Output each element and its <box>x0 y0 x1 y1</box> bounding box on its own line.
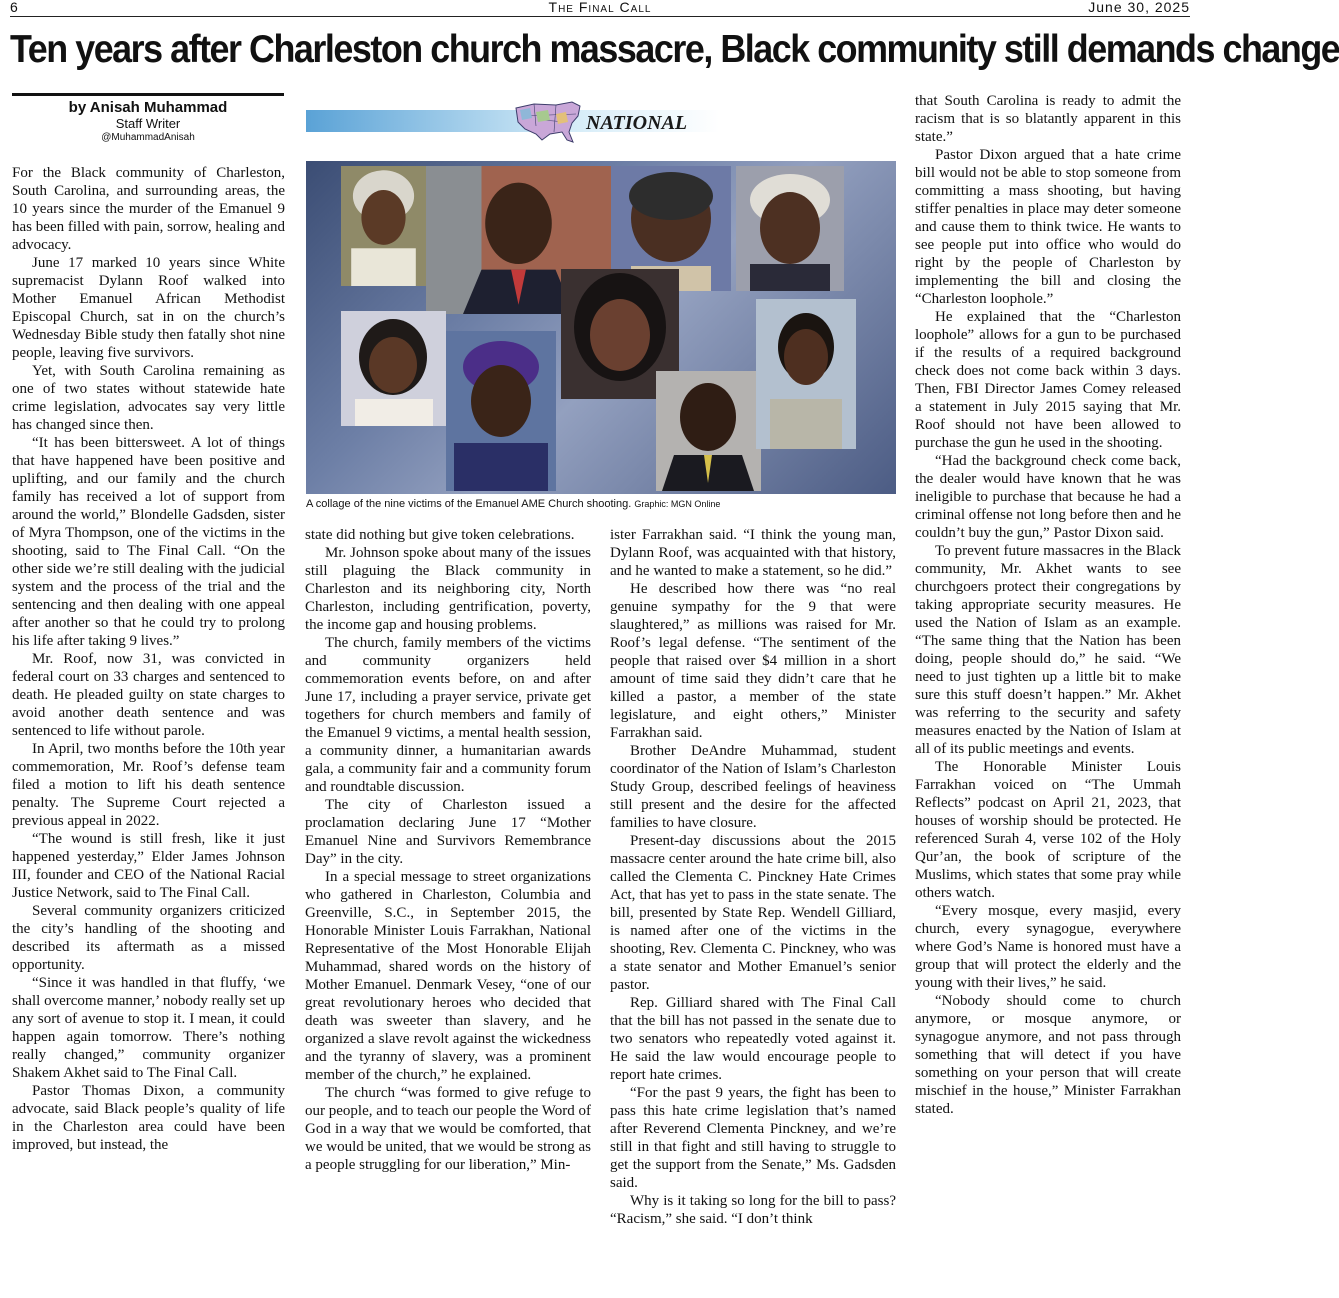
paragraph: “The wound is still fresh, like it just happened yesterday,” Elder James Johnson III, founder and CEO of the National Racial Justice Network, said to The Final Call. <box>12 831 285 901</box>
paragraph: Pastor Dixon argued that a hate crime bill would not be able to stop someone from committing a mass shooting, but having stiffer penalties in place may deter someone and cause them to think twice. He wants to see people put into office who would do right by the people of Charleston by implementing the bill and closing the “Charleston loophole.” <box>915 147 1181 307</box>
paragraph: The church “was formed to give refuge to our people, and to teach our people the Word of God in a way that we would be comforted, that we would be united, that we would be strong as a people struggling for our liberation,” Min- <box>305 1085 591 1173</box>
masthead <box>10 0 1190 17</box>
paragraph: state did nothing but give token celebrations. <box>305 527 575 543</box>
paragraph: In a special message to street organizations who gathered in Charleston, Columbia and Greenville, S.C., in September 2015, the Honorable Minister Louis Farrakhan, National Representative of the Most Honorable Elijah Muhammad, shared words on the history of Mother Emanuel. Denmark Vesey, “one of our great revolutionary heroes who decided that death was sweeter than slavery, and he organized a slave revolt against the wickedness and the tyranny of slavery, was a prominent member of the church,” he explained. <box>305 869 591 1083</box>
paragraph: Yet, with South Carolina remaining as one of two states without statewide hate crime legislation, advocates say very little has changed since then. <box>12 363 285 433</box>
paragraph: “Nobody should come to church anymore, or mosque anymore, or synagogue anymore, and not pass through something that will detect if you have something on your person that will create mischief in the house,” Minister Farrakhan stated. <box>915 993 1181 1117</box>
paragraph: In April, two months before the 10th year commemoration, Mr. Roof’s defense team filed a motion to lift his death sentence penalty. The Supreme Court rejected a previous appeal in 2022. <box>12 741 285 829</box>
portrait-photo <box>756 299 856 449</box>
paragraph: The city of Charleston issued a proclamation declaring June 17 “Mother Emanuel Nine and Survivors Remembrance Day” in the city. <box>305 797 591 867</box>
paragraph: Several community organizers criticized the city’s handling of the shooting and described its aftermath as a missed opportunity. <box>12 903 285 973</box>
paragraph: The Honorable Minister Louis Farrakhan voiced on “The Ummah Reflects” podcast on April 21, 2023, that houses of worship should be protected. He referenced Surah 4, verse 102 of the Holy Qur’an, the book of scripture of the Muslims, which states that some pray while others watch. <box>915 759 1181 901</box>
paragraph: “For the past 9 years, the fight has been to pass this hate crime legislation that’s named after Reverend Clementa Pinckney, and we’re still in that fight and still having to struggle to get the support from the Senate,” Ms. Gadsden said. <box>610 1085 896 1191</box>
article-column-4 <box>915 92 1181 1118</box>
us-map-icon <box>512 96 584 146</box>
caption-text: A collage of the nine victims of the Emanuel AME Church shooting. <box>306 498 632 510</box>
issue-date: June 30, 2025 <box>1088 0 1190 15</box>
paragraph: He explained that the “Charleston loophole” allows for a gun to be purchased if the results of a required background check does not come back within 3 days. Then, FBI Director James Comey released a statement in July 2015 saying that Mr. Roof should not have been allowed to purchase the gun he used in the shooting. <box>915 309 1181 451</box>
paragraph: Mr. Roof, now 31, was convicted in federal court on 33 charges and sentenced to death. He pleaded guilty on state charges to avoid another death sentence and was sentenced to life without parole. <box>12 651 285 739</box>
portrait-photo <box>446 331 556 491</box>
paragraph: “It has been bittersweet. A lot of things that have happened have been positive and uplifting, and our family and the church family has received a lot of support from around the world,” Blondelle Gadsden, sister of Myra Thompson, one of the victims in the shooting, said to The Final Call. “On the other side we’re still dealing with the judicial system and the process of the trial and the sentencing and then dealing with one appeal after another so that he could try to prolong his life after taking 9 lives.” <box>12 435 285 649</box>
portrait-photo <box>341 166 426 286</box>
author-name: by Anisah Muhammad <box>68 99 228 116</box>
byline <box>12 93 284 145</box>
paragraph: “Every mosque, every masjid, every church, every synagogue, everywhere where God’s Name is honored must have a group that will protect the elderly and the young with their lives,” he said. <box>915 903 1181 991</box>
paragraph: “Had the background check come back, the dealer would have known that he was ineligible to purchase that because he had a criminal offense not long before then and he couldn’t buy the gun,” Pastor Dixon said. <box>915 453 1181 541</box>
paragraph: For the Black community of Charleston, South Carolina, and surrounding areas, the 10 years since the murder of the Emanuel 9 has been filled with pain, sorrow, healing and advocacy. <box>12 165 285 253</box>
article-column-1 <box>12 164 285 1154</box>
paragraph: To prevent future massacres in the Black community, Mr. Akhet wants to see churchgoers protect their congregations by taking appropriate security measures. He used the Nation of Islam as an example. “The same thing that the Nation has been doing, people should do,” he said. “We need to just tighten up a little bit to make sure this stuff doesn’t happen.” Mr. Akhet was referring to the security and safety measures enacted by the Nation of Islam at all of its public meetings and events. <box>915 543 1181 757</box>
paragraph: that South Carolina is ready to admit the racism that is so blatantly apparent in this state.” <box>915 93 1181 145</box>
page-number: 6 <box>10 0 18 15</box>
paragraph: June 17 marked 10 years since White supremacist Dylann Roof walked into Mother Emanuel African Methodist Episcopal Church, sat in on the church’s Wednesday Bible study then fatally shot nine people, leaving five survivors. <box>12 255 285 361</box>
publication-name: The Final Call <box>548 0 652 15</box>
victims-photo-collage <box>306 161 896 494</box>
photo-caption <box>306 497 896 511</box>
paragraph: “Since it was handled in that fluffy, ‘we shall overcome manner,’ nobody really set up any sort of avenue to stop it. I mean, it could happen again tomorrow. There’s nothing really changed,” community organizer Shakem Akhet said to The Final Call. <box>12 975 285 1081</box>
paragraph: Why is it taking so long for the bill to pass? “Racism,” she said. “I don’t think <box>610 1193 896 1227</box>
article-column-2 <box>305 526 591 1174</box>
paragraph: Brother DeAndre Muhammad, student coordinator of the Nation of Islam’s Charleston Study Group, described feelings of heaviness still present and the desire for the affected families to have closure. <box>610 743 896 831</box>
portrait-photo <box>656 371 761 491</box>
paragraph: Pastor Thomas Dixon, a community advocate, said Black people’s quality of life in the Charleston area could have been improved, but instead, the <box>12 1083 285 1153</box>
author-role: Staff Writer <box>115 116 181 131</box>
paragraph: Present-day discussions about the 2015 massacre center around the hate crime bill, also called the Clementa C. Pinckney Hate Crimes Act, that has yet to pass in the state senate. The bill, presented by State Rep. Wendell Gilliard, is named after one of the victims in the shooting, Rev. Clementa C. Pinckney, who was a state senator and Mother Emanuel’s senior pastor. <box>610 833 896 993</box>
portrait-photo <box>736 166 844 291</box>
paragraph: Rep. Gilliard shared with The Final Call that the bill has not passed in the senate due to two senators who repeatedly voted against it. He said the law would encourage people to report hate crimes. <box>610 995 896 1083</box>
portrait-photo <box>341 311 446 426</box>
section-label: NATIONAL <box>586 112 688 134</box>
photo-credit: Graphic: MGN Online <box>634 499 721 509</box>
article-column-3 <box>610 526 896 1228</box>
paragraph: ister Farrakhan said. “I think the young man, Dylann Roof, was acquainted with that history, and he wanted to make a statement, so he did.” <box>610 527 896 579</box>
author-handle: @MuhammadAnisah <box>101 132 195 143</box>
paragraph: Mr. Johnson spoke about many of the issues still plaguing the Black community in Charleston and its neighboring city, North Charleston, including gentrification, poverty, the income gap and housing problems. <box>305 545 591 633</box>
article-headline: Ten years after Charleston church massacre, Black community still demands change <box>10 28 1339 71</box>
paragraph: He described how there was “no real genuine sympathy for the 9 that were slaughtered,” as millions was raised for Mr. Roof’s legal defense. “The sentiment of the people that raised over $4 million in a short amount of time said they didn’t care that he killed a pastor, a member of the state legislature, and eight others,” Minister Farrakhan said. <box>610 581 896 741</box>
paragraph: The church, family members of the victims and community organizers held commemoration events before, on and after June 17, including a prayer service, private get togethers for church members and family of the Emanuel 9 victims, a mental health session, a community dinner, a humanitarian awards gala, a community fair and a community forum and roundtable discussion. <box>305 635 591 795</box>
